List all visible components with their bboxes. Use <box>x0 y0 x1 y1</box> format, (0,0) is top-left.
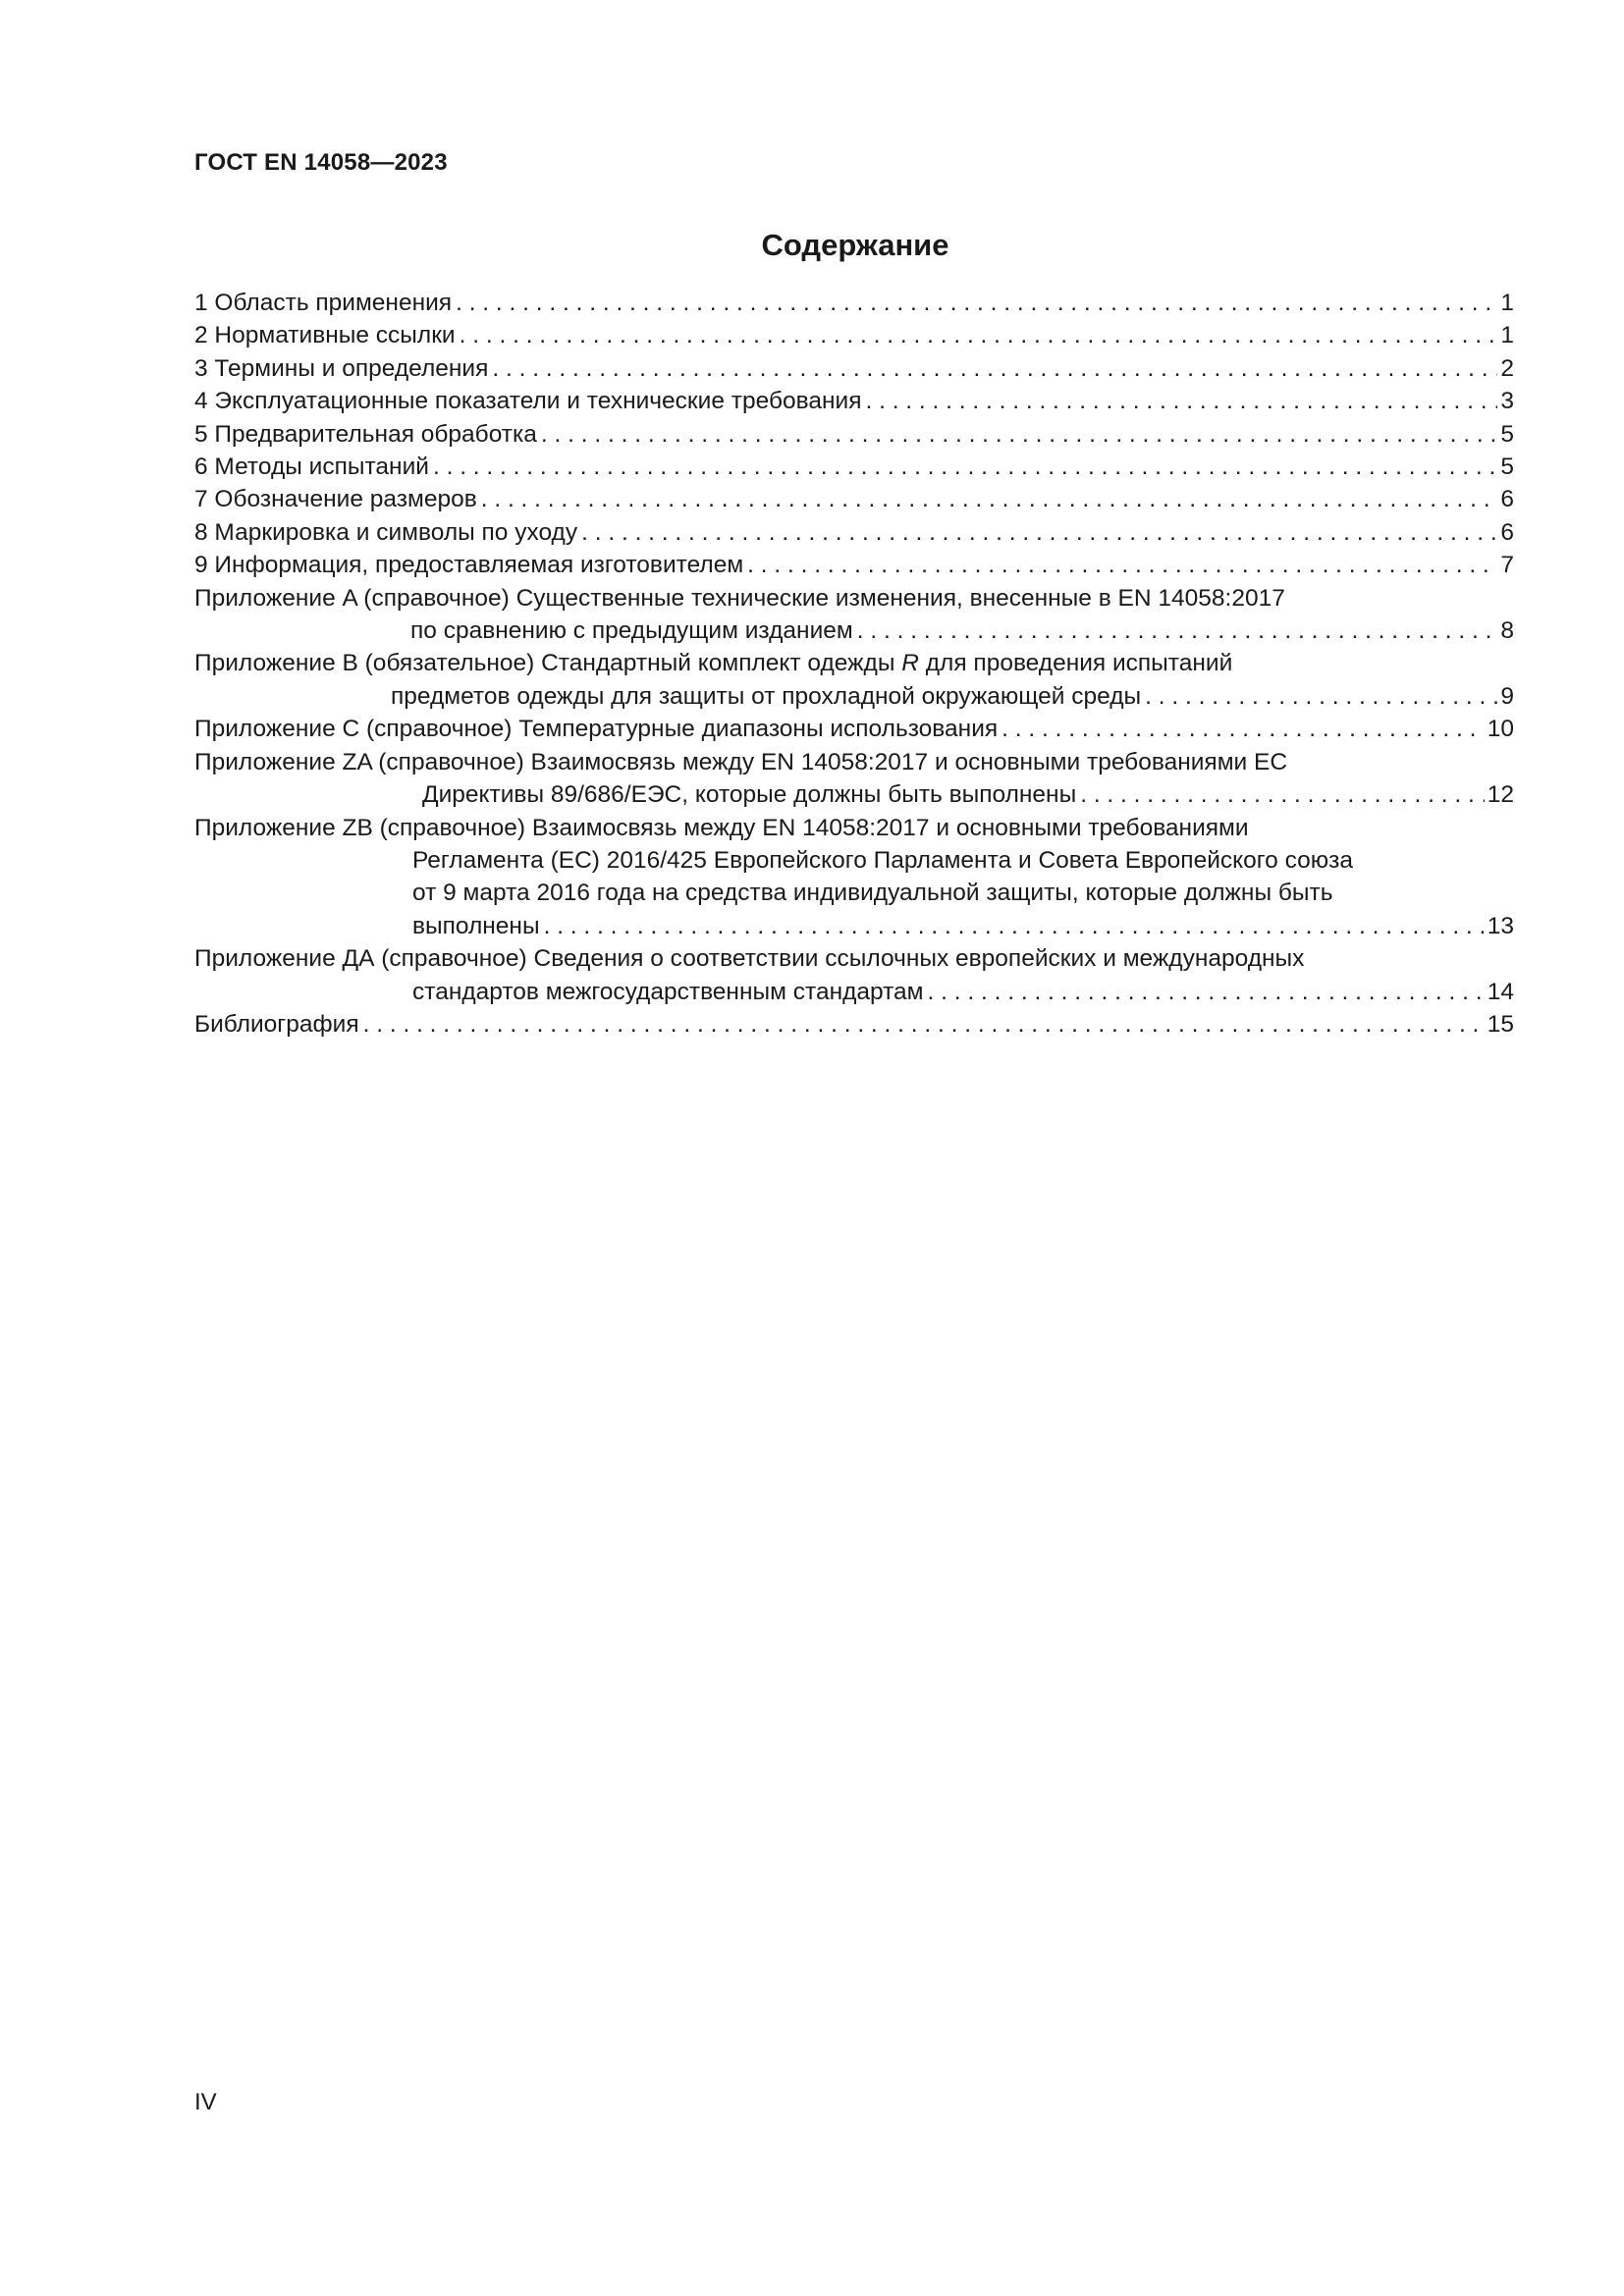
toc-entry-label-continuation: предметов одежды для защиты от прохладной окружающей среды <box>391 682 1142 710</box>
toc-page-number: 5 <box>1500 420 1514 448</box>
toc-entry-label <box>194 647 1514 679</box>
toc-entry-label: 1 Область применения <box>194 290 453 316</box>
toc-entry-label-continuation: Директивы 89/686/ЕЭС, которые должны быть выполнены <box>422 781 1077 809</box>
toc-entry-label-part: Приложение B (обязательное) Стандартный комплект одежды <box>194 650 902 677</box>
toc-entry-6[interactable] <box>194 451 1514 483</box>
toc-page-number: 2 <box>1500 354 1514 382</box>
dot-leader <box>460 319 1498 351</box>
toc-entry-3[interactable] <box>194 352 1514 385</box>
dot-leader <box>541 418 1497 451</box>
toc-page-number: 9 <box>1500 682 1514 710</box>
toc-entry-label-part: для проведения испытаний <box>918 650 1233 677</box>
toc-page-number: 10 <box>1487 716 1514 743</box>
toc-entry-annex-da[interactable] <box>194 942 1514 1008</box>
toc-page-number: 6 <box>1500 486 1514 513</box>
dot-leader <box>581 516 1497 549</box>
toc-entry-label-continuation: от 9 марта 2016 года на средства индивидуальной защиты, которые должны быть <box>412 880 1333 907</box>
dot-leader <box>1001 713 1485 745</box>
dot-leader <box>857 614 1498 647</box>
toc-entry-label: 3 Термины и определения <box>194 354 489 382</box>
toc-entry-label-continuation: выполнены <box>412 912 540 939</box>
toc-page-number: 5 <box>1500 454 1514 481</box>
toc-entry-5[interactable] <box>194 418 1514 451</box>
toc-entry-label-continuation: Регламента (ЕС) 2016/425 Европейского Парламента и Совета Европейского союза <box>412 846 1353 874</box>
toc-page-number: 7 <box>1500 552 1514 579</box>
toc-entry-label: Приложение A (справочное) Существенные технические изменения, внесенные в EN 14058:2017 <box>194 584 1285 612</box>
toc-entry-annex-za[interactable] <box>194 746 1514 812</box>
toc-page-number: 15 <box>1487 1010 1514 1038</box>
toc-page-number: 13 <box>1487 912 1514 939</box>
table-of-contents <box>194 287 1514 1041</box>
toc-entry-label-italic: R <box>901 650 919 677</box>
toc-entry-label: 6 Методы испытаний <box>194 454 429 481</box>
dot-leader <box>747 549 1497 581</box>
toc-entry-label: 5 Предварительная обработка <box>194 420 537 448</box>
document-code-header: ГОСТ EN 14058—2023 <box>194 149 448 176</box>
toc-entry-annex-b[interactable] <box>194 647 1514 713</box>
toc-page-number: 3 <box>1500 388 1514 415</box>
toc-entry-label: 2 Нормативные ссылки <box>194 322 456 349</box>
toc-page-number: 6 <box>1500 518 1514 546</box>
toc-entry-7[interactable] <box>194 483 1514 515</box>
toc-entry-label: Приложение ZA (справочное) Взаимосвязь между EN 14058:2017 и основными требованиями ЕС <box>194 748 1288 775</box>
toc-entry-label-continuation: стандартов межгосударственным стандартам <box>412 978 924 1005</box>
toc-entry-label: 4 Эксплуатационные показатели и технические требования <box>194 388 862 415</box>
dot-leader <box>363 1008 1485 1041</box>
page-folio: IV <box>194 2089 217 2115</box>
toc-entry-4[interactable] <box>194 385 1514 417</box>
toc-entry-label: Приложение C (справочное) Температурные диапазоны использования <box>194 716 999 743</box>
dot-leader <box>456 287 1497 319</box>
toc-entry-1[interactable] <box>194 287 1514 319</box>
toc-entry-2[interactable] <box>194 319 1514 351</box>
dot-leader <box>928 976 1485 1008</box>
dot-leader <box>481 483 1498 515</box>
dot-leader <box>1145 680 1497 713</box>
dot-leader <box>1080 778 1485 811</box>
dot-leader <box>433 451 1497 483</box>
toc-page-number: 1 <box>1500 290 1514 316</box>
toc-page-number: 12 <box>1487 781 1514 809</box>
toc-entry-label: 8 Маркировка и символы по уходу <box>194 518 578 546</box>
toc-page-number: 8 <box>1500 617 1514 645</box>
toc-entry-9[interactable] <box>194 549 1514 581</box>
toc-entry-label-continuation: по сравнению с предыдущим изданием <box>410 617 853 645</box>
toc-title: Содержание <box>761 228 949 262</box>
toc-entry-label: Приложение ZB (справочное) Взаимосвязь между EN 14058:2017 и основными требованиями <box>194 814 1249 841</box>
dot-leader <box>544 910 1485 942</box>
dot-leader <box>492 352 1497 385</box>
toc-entry-label: 7 Обозначение размеров <box>194 486 477 513</box>
toc-entry-bibliography[interactable] <box>194 1008 1514 1041</box>
toc-entry-label: Библиография <box>194 1010 359 1038</box>
toc-entry-annex-c[interactable] <box>194 713 1514 745</box>
toc-entry-label: 9 Информация, предоставляемая изготовителем <box>194 552 744 579</box>
toc-entry-annex-a[interactable] <box>194 582 1514 648</box>
toc-page-number: 1 <box>1500 322 1514 349</box>
toc-page-number: 14 <box>1487 978 1514 1005</box>
toc-entry-annex-zb[interactable] <box>194 812 1514 943</box>
toc-entry-8[interactable] <box>194 516 1514 549</box>
dot-leader <box>865 385 1497 417</box>
toc-entry-label: Приложение ДА (справочное) Сведения о соответствии ссылочных европейских и международных <box>194 945 1305 973</box>
